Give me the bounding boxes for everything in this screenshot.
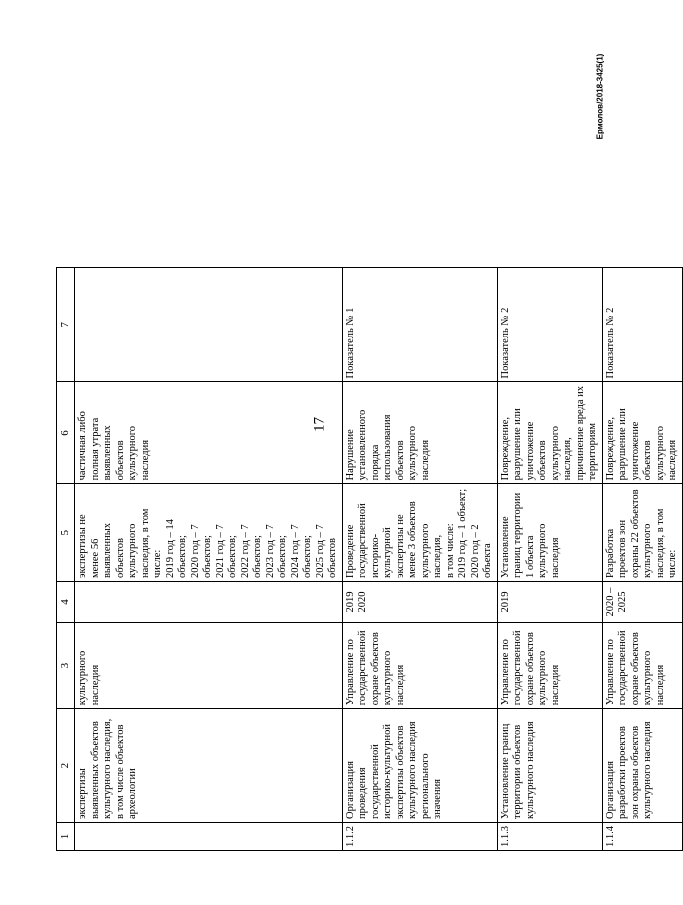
- event-cell: экспертизы выявленных объектов культурного наследия, в том числе объектов археологии: [75, 709, 343, 823]
- executor-cell: Управление по государственной охране объектов культурного наследия: [602, 622, 682, 708]
- row-number: 1.1.3: [497, 823, 602, 851]
- indicator-cell: [75, 268, 343, 382]
- header-cell: 2: [57, 709, 75, 823]
- header-cell: 7: [57, 268, 75, 382]
- header-cell: 4: [57, 582, 75, 623]
- period-cell: 2019 2020: [342, 582, 497, 623]
- header-cell: 3: [57, 622, 75, 708]
- header-cell: 5: [57, 484, 75, 582]
- table-row: [342, 268, 497, 851]
- executor-cell: культурного наследия: [75, 622, 343, 708]
- consequence-cell: Нарушение установленного порядка использования объектов культурного наследия: [342, 382, 497, 484]
- event-cell: Организация разработки проектов зон охраны объектов культурного наследия: [602, 709, 682, 823]
- row-number: 1.1.2: [342, 823, 497, 851]
- measures-table: [56, 267, 683, 851]
- result-cell: Проведение государственной историко-культурной экспертизы не менее 3 объектов культурного наследия, в том числе: 2019 год – 1 объект; 2020 год – 2 объекта: [342, 484, 497, 582]
- page-number: 17: [311, 417, 328, 432]
- period-cell: 2019: [497, 582, 602, 623]
- event-cell: Организация проведения государственной историко-культурной экспертизы объектов культурного наследия регионального значения: [342, 709, 497, 823]
- result-cell: Разработка проектов зон охраны 22 объектов культурного наследия, в том числе:: [602, 484, 682, 582]
- document-stamp: Ермолов/2018-3425(1): [595, 53, 605, 140]
- table-row: [497, 268, 602, 851]
- header-cell: 1: [57, 823, 75, 851]
- consequence-cell: Повреждение, разрушение или уничтожение объектов культурного наследия, причинение вреда их территориям: [497, 382, 602, 484]
- result-cell: экспертизы не менее 56 выявленных объектов культурного наследия, в том числе: 2019 год – 14 объектов; 2020 год – 7 объектов; 2021 год – 7 объектов; 2022 год – 7 объектов; 2023 год – 7 объектов; 2024 год – 7 объектов; 2025 год – 7 объектов: [75, 484, 343, 582]
- period-cell: 2020 – 2025: [602, 582, 682, 623]
- row-number: [75, 823, 343, 851]
- table-row: [602, 268, 682, 851]
- measures-table-rotated: [56, 267, 683, 851]
- header-cell: 6: [57, 382, 75, 484]
- table-row: [75, 268, 343, 851]
- header-row: [57, 268, 75, 851]
- consequence-cell: частичная либо полная утрата выявленных объектов культурного наследия: [75, 382, 343, 484]
- indicator-cell: Показатель № 2: [602, 268, 682, 382]
- period-cell: [75, 582, 343, 623]
- consequence-cell: Повреждение, разрушение или уничтожение объектов культурного наследия: [602, 382, 682, 484]
- executor-cell: Управление по государственной охране объектов культурного наследия: [342, 622, 497, 708]
- event-cell: Установление границ территории объектов культурного наследия: [497, 709, 602, 823]
- indicator-cell: Показатель № 1: [342, 268, 497, 382]
- executor-cell: Управление по государственной охране объектов культурного наследия: [497, 622, 602, 708]
- result-cell: Установление границ территории 1 объекта культурного наследия: [497, 484, 602, 582]
- indicator-cell: Показатель № 2: [497, 268, 602, 382]
- row-number: 1.1.4: [602, 823, 682, 851]
